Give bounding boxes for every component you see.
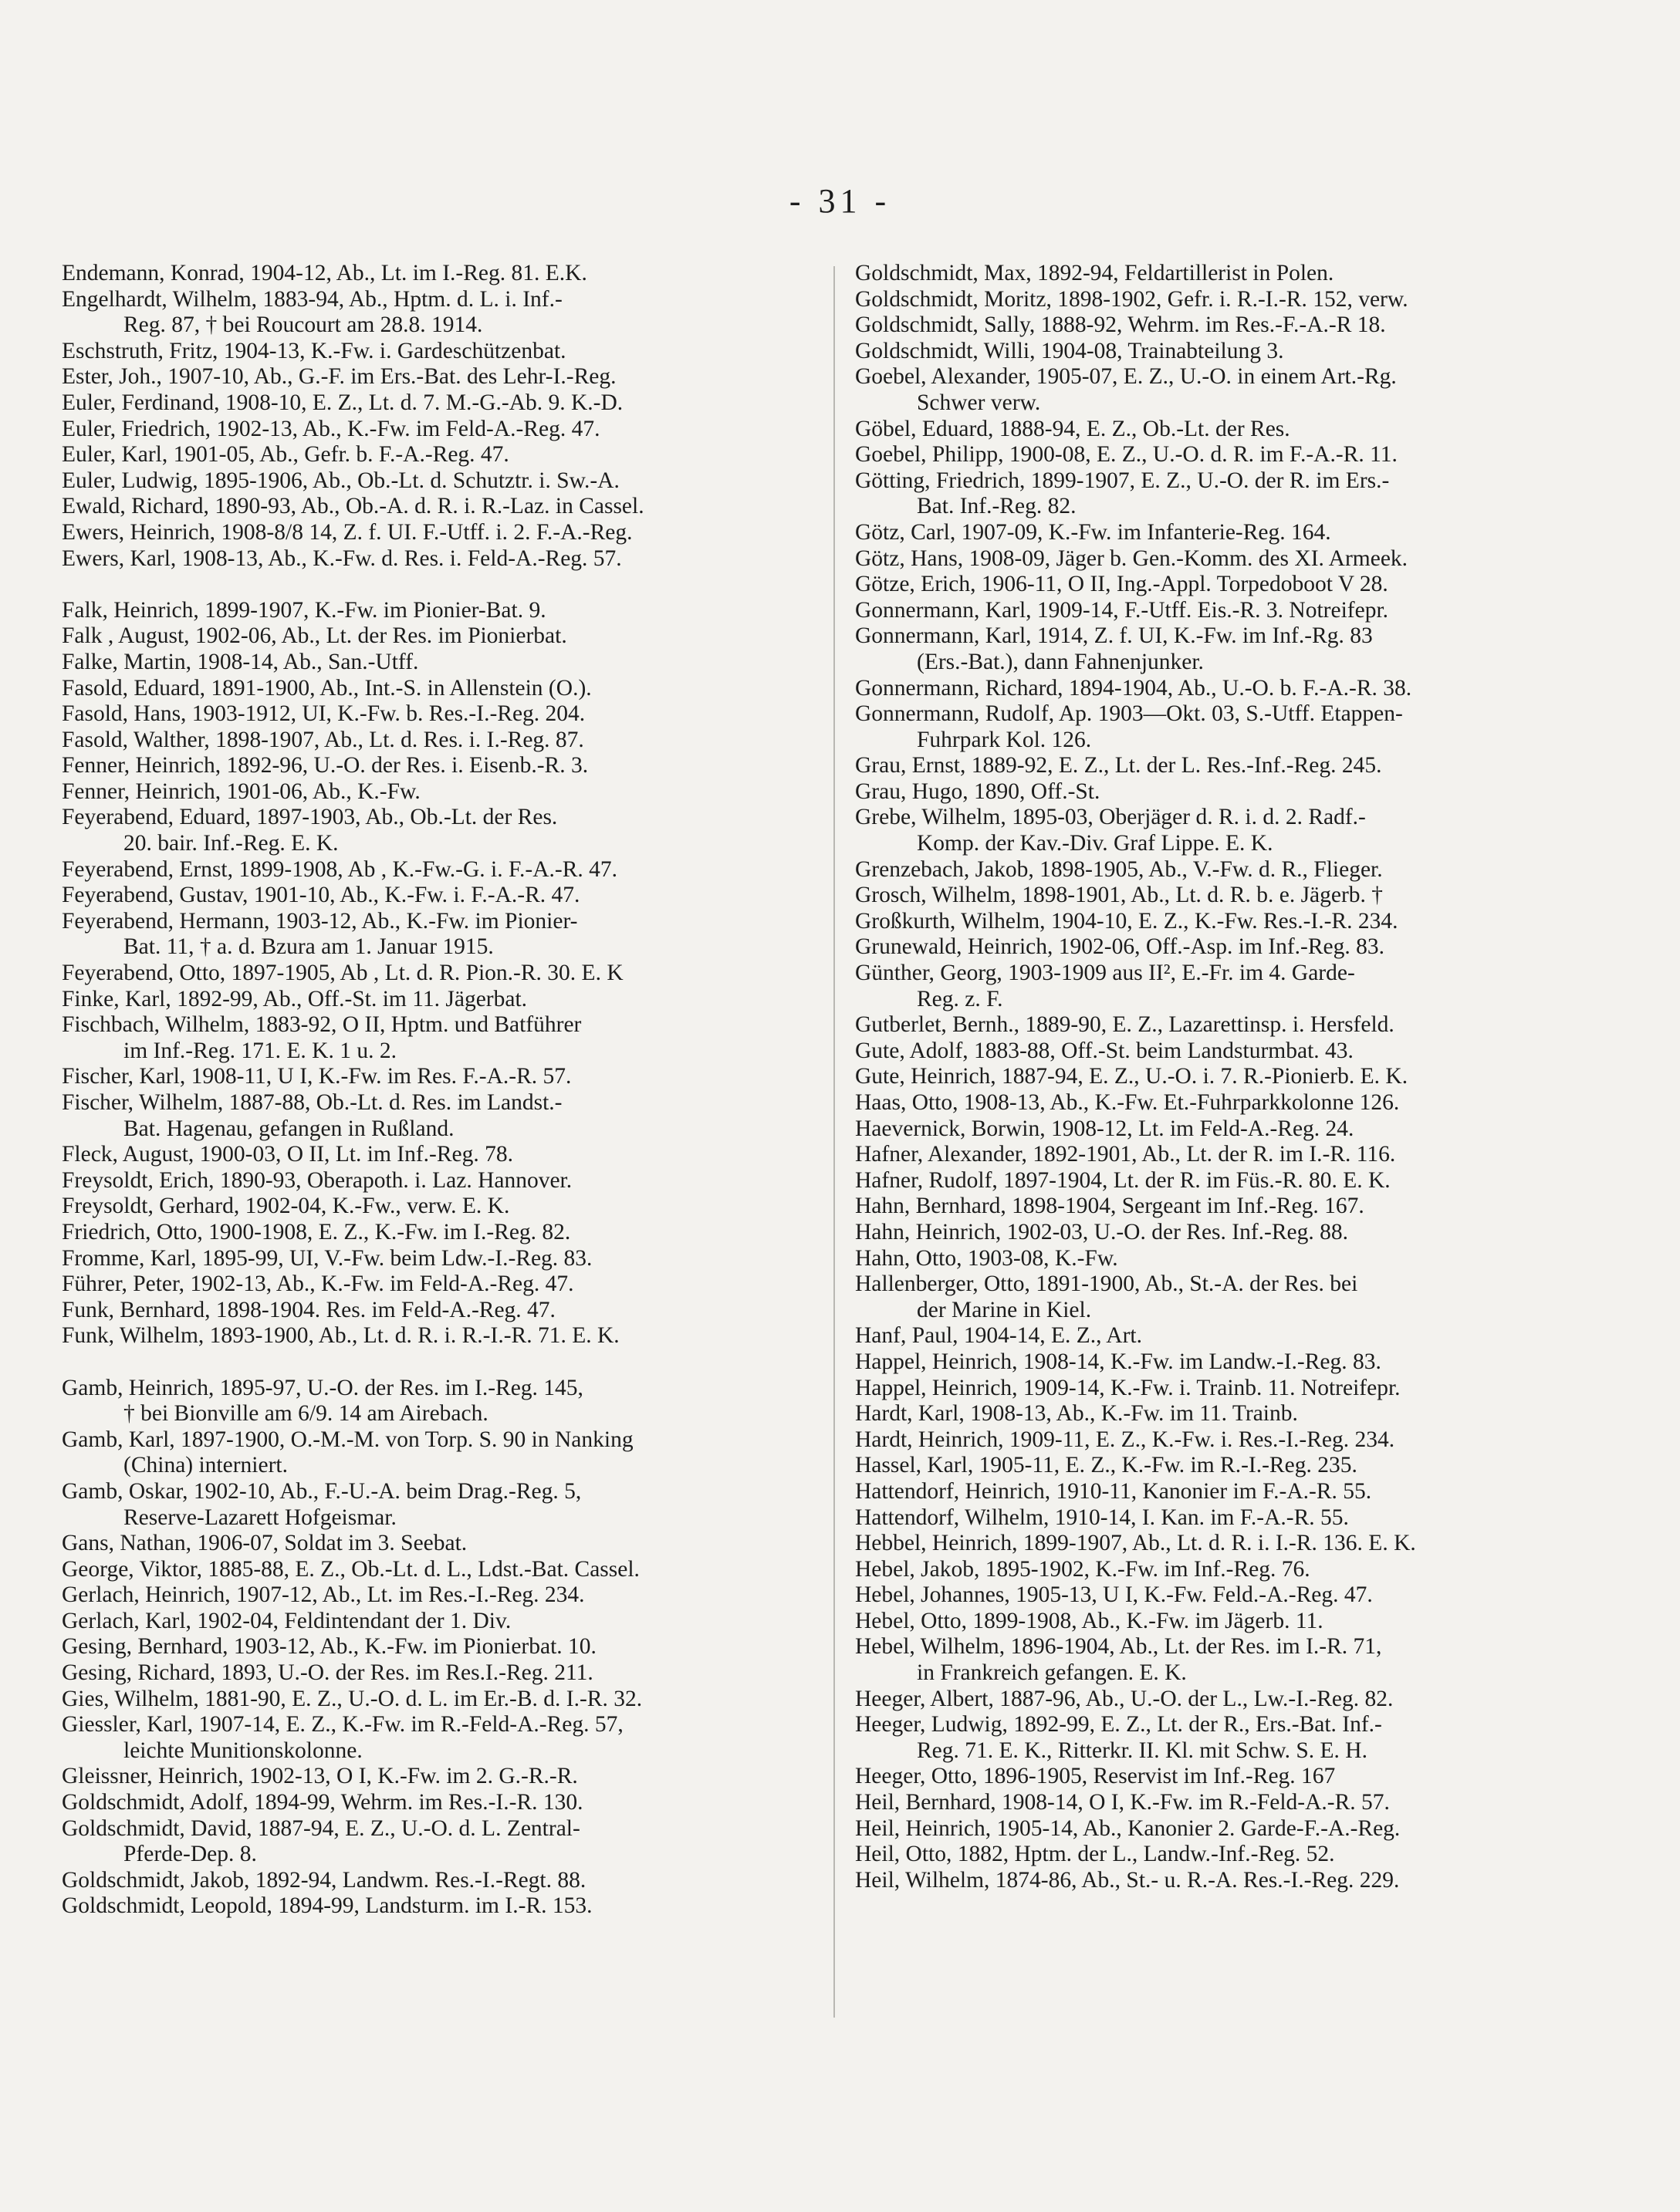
register-entry (855, 1142, 1604, 1168)
register-entry (855, 1531, 1604, 1557)
entry-line: Fischer, Wilhelm, 1887-88, Ob.-Lt. d. Res. im Landst.- (62, 1090, 563, 1115)
register-entry (855, 1090, 1604, 1116)
register-entry (62, 1764, 810, 1790)
register-entry (855, 1609, 1604, 1635)
entry-line: Ewers, Heinrich, 1908-8/8 14, Z. f. UI. F.-Utff. i. 2. F.-A.-Reg. (62, 519, 633, 545)
entry-line: Hebel, Otto, 1899-1908, Ab., K.-Fw. im Jägerb. 11. (855, 1608, 1323, 1633)
entry-line: Finke, Karl, 1892-99, Ab., Off.-St. im 11. Jägerbat. (62, 986, 528, 1011)
register-entry (62, 883, 810, 909)
entry-line: George, Viktor, 1885-88, E. Z., Ob.-Lt. d. L., Ldst.-Bat. Cassel. (62, 1556, 640, 1582)
register-entry (855, 805, 1604, 856)
register-entry (855, 312, 1604, 339)
entry-line: Fischer, Karl, 1908-11, U I, K.-Fw. im Res. F.-A.-R. 57. (62, 1064, 572, 1089)
entry-line: Freysoldt, Gerhard, 1902-04, K.-Fw., verw. E. K. (62, 1194, 510, 1219)
register-entry (62, 676, 810, 702)
right-column (855, 261, 1604, 1893)
register-entry (855, 442, 1604, 468)
register-entry (62, 442, 810, 468)
register-entry (855, 1038, 1604, 1065)
register-entry (855, 1246, 1604, 1272)
register-entry (62, 1687, 810, 1713)
entry-line: Hahn, Otto, 1903-08, K.-Fw. (855, 1245, 1118, 1271)
register-entry (62, 1168, 810, 1194)
entry-line: Hardt, Karl, 1908-13, Ab., K.-Fw. im 11. Trainb. (855, 1401, 1298, 1427)
entry-continuation: Reg. 87, † bei Roucourt am 28.8. 1914. (123, 312, 483, 338)
entry-line: Gutberlet, Bernh., 1889-90, E. Z., Lazarettinsp. i. Hersfeld. (855, 1012, 1394, 1038)
register-entry (855, 1271, 1604, 1323)
register-entry (855, 1505, 1604, 1532)
entry-line: Götze, Erich, 1906-11, O II, Ing.-Appl. Torpedoboot V 28. (855, 572, 1388, 597)
register-entry (855, 520, 1604, 546)
register-entry (855, 364, 1604, 416)
entry-line: Goldschmidt, Willi, 1904-08, Trainabteilung 3. (855, 338, 1284, 363)
entry-continuation: leichte Munitionskolonne. (123, 1738, 363, 1763)
register-entry (62, 1868, 810, 1894)
register-entry (855, 1168, 1604, 1194)
register-entry (62, 494, 810, 520)
entry-continuation: im Inf.-Reg. 171. E. K. 1 u. 2. (123, 1038, 397, 1063)
register-entry (855, 1868, 1604, 1894)
entry-line: Gonnermann, Karl, 1914, Z. f. UI, K.-Fw. im Inf.-Rg. 83 (855, 623, 1373, 649)
register-entry (855, 623, 1604, 675)
register-entry (62, 1246, 810, 1272)
entry-line: Grau, Hugo, 1890, Off.-St. (855, 778, 1100, 804)
entry-line: Hebel, Jakob, 1895-1902, K.-Fw. im Inf.-Reg. 76. (855, 1556, 1310, 1582)
register-entry (62, 1142, 810, 1168)
register-entry (62, 1376, 810, 1427)
entry-continuation: Schwer verw. (917, 390, 1041, 415)
entry-line: Heil, Otto, 1882, Hptm. der L., Landw.-Inf.-Reg. 52. (855, 1842, 1335, 1867)
entry-line: Gonnermann, Richard, 1894-1904, Ab., U.-O. b. F.-A.-R. 38. (855, 675, 1412, 701)
entry-line: Gesing, Bernhard, 1903-12, Ab., K.-Fw. im Pionierbat. 10. (62, 1634, 597, 1660)
entry-line: Gonnermann, Rudolf, Ap. 1903—Okt. 03, S.-Utff. Etappen- (855, 701, 1403, 727)
entry-line: Hanf, Paul, 1904-14, E. Z., Art. (855, 1323, 1142, 1349)
register-entry (62, 1323, 810, 1349)
entry-line: Hebel, Wilhelm, 1896-1904, Ab., Lt. der Res. im I.-R. 71, (855, 1634, 1382, 1660)
register-entry (855, 1116, 1604, 1143)
register-entry (62, 1660, 810, 1687)
register-entry (62, 1220, 810, 1246)
entry-line: Götting, Friedrich, 1899-1907, E. Z., U.-O. der R. im Ers.- (855, 468, 1390, 493)
register-entry (62, 623, 810, 650)
register-entry (62, 339, 810, 365)
entry-line: Feyerabend, Otto, 1897-1905, Ab , Lt. d. R. Pion.-R. 30. E. K (62, 961, 624, 986)
entry-line: Hafner, Rudolf, 1897-1904, Lt. der R. im Füs.-R. 80. E. K. (855, 1167, 1391, 1193)
entry-line: Heeger, Otto, 1896-1905, Reservist im Inf.-Reg. 167 (855, 1764, 1336, 1789)
entry-continuation: † bei Bionville am 6/9. 14 am Airebach. (123, 1401, 488, 1427)
entry-line: Goldschmidt, Max, 1892-94, Feldartillerist in Polen. (855, 261, 1334, 285)
entry-line: Gerlach, Heinrich, 1907-12, Ab., Lt. im Res.-I.-Reg. 234. (62, 1582, 585, 1608)
entry-line: Grunewald, Heinrich, 1902-06, Off.-Asp. im Inf.-Reg. 83. (855, 934, 1385, 960)
entry-line: Gonnermann, Karl, 1909-14, F.-Utff. Eis.-R. 3. Notreifepr. (855, 597, 1389, 623)
register-entry (62, 1531, 810, 1557)
register-entry (62, 961, 810, 987)
entry-line: Endemann, Konrad, 1904-12, Ab., Lt. im I.-Reg. 81. E.K. (62, 261, 587, 285)
entry-line: Feyerabend, Ernst, 1899-1908, Ab , K.-Fw.-G. i. F.-A.-R. 47. (62, 856, 618, 882)
entry-line: Goldschmidt, Jakob, 1892-94, Landwm. Res.-I.-Regt. 88. (62, 1867, 586, 1893)
entry-line: Grebe, Wilhelm, 1895-03, Oberjäger d. R. i. d. 2. Radf.- (855, 805, 1366, 830)
entry-line: Goldschmidt, Leopold, 1894-99, Landsturm. im I.-R. 153. (62, 1893, 593, 1919)
page-number: - 31 - (789, 182, 891, 220)
entry-line: Goldschmidt, Moritz, 1898-1902, Gefr. i. R.-I.-R. 152, verw. (855, 286, 1408, 312)
entry-continuation: Fuhrpark Kol. 126. (917, 727, 1092, 752)
entry-continuation: Bat. Hagenau, gefangen in Rußland. (123, 1116, 455, 1141)
entry-line: Euler, Ferdinand, 1908-10, E. Z., Lt. d. 7. M.-G.-Ab. 9. K.-D. (62, 390, 624, 415)
entry-line: Falk , August, 1902-06, Ab., Lt. der Res. im Pionierbat. (62, 623, 567, 649)
register-entry (855, 676, 1604, 702)
register-entry (62, 1271, 810, 1298)
register-entry (62, 701, 810, 728)
entry-continuation: Reserve-Lazarett Hofgeismar. (123, 1504, 397, 1530)
register-entry (855, 701, 1604, 753)
entry-line: Feyerabend, Hermann, 1903-12, Ab., K.-Fw. im Pionier- (62, 908, 578, 934)
register-entry (62, 1790, 810, 1816)
register-entry (62, 520, 810, 546)
register-entry (855, 934, 1604, 961)
register-entry (855, 1712, 1604, 1764)
entry-line: Heil, Wilhelm, 1874-86, Ab., St.- u. R.-A. Res.-I.-Reg. 229. (855, 1867, 1400, 1893)
entry-line: Fenner, Heinrich, 1901-06, Ab., K.-Fw. (62, 778, 421, 804)
entry-line: Gute, Heinrich, 1887-94, E. Z., U.-O. i. 7. R.-Pionierb. E. K. (855, 1064, 1408, 1089)
register-entry (62, 390, 810, 417)
register-entry (62, 468, 810, 495)
entry-line: Haas, Otto, 1908-13, Ab., K.-Fw. Et.-Fuhrparkkolonne 126. (855, 1090, 1400, 1115)
register-entry (855, 779, 1604, 805)
entry-line: Grau, Ernst, 1889-92, E. Z., Lt. der L. Res.-Inf.-Reg. 245. (855, 753, 1382, 778)
register-entry (855, 1194, 1604, 1220)
register-entry (855, 1764, 1604, 1790)
entry-line: Gute, Adolf, 1883-88, Off.-St. beim Landsturmbat. 43. (855, 1038, 1354, 1063)
entry-line: Ewald, Richard, 1890-93, Ab., Ob.-A. d. R. i. R.-Laz. in Cassel. (62, 494, 644, 519)
entry-line: Happel, Heinrich, 1908-14, K.-Fw. im Landw.-I.-Reg. 83. (855, 1349, 1381, 1374)
register-entry (855, 339, 1604, 365)
register-entry (62, 261, 810, 287)
entry-continuation: der Marine in Kiel. (917, 1297, 1092, 1322)
entry-line: Fleck, August, 1900-03, O II, Lt. im Inf.-Reg. 78. (62, 1142, 514, 1167)
entry-line: Happel, Heinrich, 1909-14, K.-Fw. i. Trainb. 11. Notreifepr. (855, 1375, 1401, 1400)
entry-line: Göbel, Eduard, 1888-94, E. Z., Ob.-Lt. der Res. (855, 416, 1290, 441)
register-entry (855, 1349, 1604, 1376)
entry-line: Hardt, Heinrich, 1909-11, E. Z., K.-Fw. i. Res.-I.-Reg. 234. (855, 1427, 1395, 1452)
register-entry (62, 909, 810, 961)
register-entry (855, 1376, 1604, 1402)
entry-line: Fasold, Hans, 1903-1912, UI, K.-Fw. b. Res.-I.-Reg. 204. (62, 701, 586, 727)
entry-line: Funk, Wilhelm, 1893-1900, Ab., Lt. d. R. i. R.-I.-R. 71. E. K. (62, 1323, 620, 1349)
entry-line: Grosch, Wilhelm, 1898-1901, Ab., Lt. d. R. b. e. Jägerb. † (855, 883, 1384, 908)
entry-line: Heil, Bernhard, 1908-14, O I, K.-Fw. im R.-Feld-A.-R. 57. (855, 1790, 1390, 1815)
left-column (62, 261, 810, 1920)
register-entry (855, 598, 1604, 624)
register-entry (855, 1323, 1604, 1349)
entry-line: Goldschmidt, David, 1887-94, E. Z., U.-O. d. L. Zentral- (62, 1815, 580, 1841)
entry-continuation: (Ers.-Bat.), dann Fahnenjunker. (917, 649, 1204, 674)
entry-line: Gamb, Heinrich, 1895-97, U.-O. der Res. im I.-Reg. 145, (62, 1375, 583, 1400)
entry-line: Goldschmidt, Sally, 1888-92, Wehrm. im Res.-F.-A.-R 18. (855, 312, 1386, 338)
register-entry (855, 1842, 1604, 1868)
register-entry (62, 364, 810, 390)
entry-continuation: Komp. der Kav.-Div. Graf Lippe. E. K. (917, 831, 1273, 856)
register-entry (62, 650, 810, 676)
register-entry (855, 857, 1604, 883)
register-entry (855, 1557, 1604, 1583)
entry-line: Hahn, Heinrich, 1902-03, U.-O. der Res. Inf.-Reg. 88. (855, 1219, 1349, 1244)
register-entry (855, 468, 1604, 520)
entry-line: Gleissner, Heinrich, 1902-13, O I, K.-Fw. im 2. G.-R.-R. (62, 1764, 578, 1789)
section-gap (62, 1349, 810, 1376)
register-entry (855, 1790, 1604, 1816)
entry-line: Haevernick, Borwin, 1908-12, Lt. im Feld-A.-Reg. 24. (855, 1116, 1354, 1141)
entry-line: Hallenberger, Otto, 1891-1900, Ab., St.-A. der Res. bei (855, 1271, 1358, 1297)
register-entry (62, 857, 810, 883)
register-entry (62, 1634, 810, 1660)
entry-line: Hebbel, Heinrich, 1899-1907, Ab., Lt. d. R. i. I.-R. 136. E. K. (855, 1531, 1416, 1556)
entry-line: Heeger, Ludwig, 1892-99, E. Z., Lt. der R., Ers.-Bat. Inf.- (855, 1712, 1382, 1738)
register-entry (62, 1816, 810, 1868)
register-entry (62, 1712, 810, 1764)
entry-line: Hassel, Karl, 1905-11, E. Z., K.-Fw. im R.-I.-Reg. 235. (855, 1453, 1357, 1478)
entry-line: Goldschmidt, Adolf, 1894-99, Wehrm. im Res.-I.-R. 130. (62, 1790, 583, 1815)
entry-continuation: Bat. Inf.-Reg. 82. (917, 494, 1077, 519)
register-entry (62, 1194, 810, 1220)
entry-line: Günther, Georg, 1903-1909 aus II², E.-Fr. im 4. Garde- (855, 961, 1355, 986)
register-entry (855, 1479, 1604, 1505)
register-entry (62, 287, 810, 339)
entry-line: Feyerabend, Gustav, 1901-10, Ab., K.-Fw. i. F.-A.-R. 47. (62, 883, 580, 908)
entry-continuation: Bat. 11, † a. d. Bzura am 1. Januar 1915. (123, 934, 494, 960)
section-gap (62, 572, 810, 598)
entry-line: Ester, Joh., 1907-10, Ab., G.-F. im Ers.-Bat. des Lehr-I.-Reg. (62, 364, 617, 390)
entry-line: Falk, Heinrich, 1899-1907, K.-Fw. im Pionier-Bat. 9. (62, 597, 546, 623)
entry-line: Gesing, Richard, 1893, U.-O. der Res. im Res.I.-Reg. 211. (62, 1660, 593, 1686)
entry-line: Gamb, Karl, 1897-1900, O.-M.-M. von Torp. S. 90 in Nanking (62, 1427, 634, 1452)
register-entry (855, 287, 1604, 313)
register-entry (62, 805, 810, 856)
entry-line: Fromme, Karl, 1895-99, UI, V.-Fw. beim Ldw.-I.-Reg. 83. (62, 1245, 593, 1271)
entry-line: Engelhardt, Wilhelm, 1883-94, Ab., Hptm. d. L. i. Inf.- (62, 286, 563, 312)
register-entry (855, 1582, 1604, 1609)
entry-line: Götz, Hans, 1908-09, Jäger b. Gen.-Komm. des XI. Armeek. (855, 545, 1408, 571)
entry-line: Freysoldt, Erich, 1890-93, Oberapoth. i. Laz. Hannover. (62, 1167, 573, 1193)
entry-line: Eschstruth, Fritz, 1904-13, K.-Fw. i. Gardeschützenbat. (62, 338, 566, 363)
entry-line: Funk, Bernhard, 1898-1904. Res. im Feld-A.-Reg. 47. (62, 1297, 556, 1322)
entry-line: Goebel, Philipp, 1900-08, E. Z., U.-O. d. R. im F.-A.-R. 11. (855, 442, 1398, 468)
register-entry (62, 753, 810, 779)
register-entry (62, 1582, 810, 1609)
register-entry (855, 1220, 1604, 1246)
register-entry (62, 987, 810, 1013)
register-entry (855, 909, 1604, 935)
register-entry (855, 1687, 1604, 1713)
register-entry (62, 1298, 810, 1324)
entry-line: Hattendorf, Heinrich, 1910-11, Kanonier im F.-A.-R. 55. (855, 1478, 1372, 1504)
register-entry (62, 1427, 810, 1479)
entry-line: Fasold, Walther, 1898-1907, Ab., Lt. d. Res. i. I.-Reg. 87. (62, 727, 584, 752)
register-entry (855, 1427, 1604, 1454)
entry-line: Großkurth, Wilhelm, 1904-10, E. Z., K.-Fw. Res.-I.-R. 234. (855, 908, 1398, 934)
register-entry (855, 1401, 1604, 1427)
register-entry (855, 417, 1604, 443)
register-entry (62, 1557, 810, 1583)
register-entry (62, 1479, 810, 1531)
entry-line: Euler, Friedrich, 1902-13, Ab., K.-Fw. im Feld-A.-Reg. 47. (62, 416, 600, 441)
register-entry (855, 1816, 1604, 1842)
register-entry (855, 572, 1604, 598)
entry-line: Hafner, Alexander, 1892-1901, Ab., Lt. der R. im I.-R. 116. (855, 1142, 1396, 1167)
register-entry (855, 1012, 1604, 1038)
entry-line: Fasold, Eduard, 1891-1900, Ab., Int.-S. in Allenstein (O.). (62, 675, 592, 701)
entry-line: Fischbach, Wilhelm, 1883-92, O II, Hptm. und Batführer (62, 1012, 582, 1038)
entry-continuation: Reg. z. F. (917, 986, 1003, 1011)
entry-line: Gamb, Oskar, 1902-10, Ab., F.-U.-A. beim Drag.-Reg. 5, (62, 1478, 582, 1504)
register-entry (855, 883, 1604, 909)
register-entry (855, 1634, 1604, 1686)
entry-line: Feyerabend, Eduard, 1897-1903, Ab., Ob.-Lt. der Res. (62, 805, 558, 830)
entry-continuation: Reg. 71. E. K., Ritterkr. II. Kl. mit Schw. S. E. H. (917, 1738, 1367, 1763)
entry-line: Fenner, Heinrich, 1892-96, U.-O. der Res. i. Eisenb.-R. 3. (62, 753, 589, 778)
entry-line: Euler, Ludwig, 1895-1906, Ab., Ob.-Lt. d. Schutztr. i. Sw.-A. (62, 468, 620, 493)
register-entry (62, 779, 810, 805)
register-entry (62, 728, 810, 754)
register-entry (62, 598, 810, 624)
entry-line: Hahn, Bernhard, 1898-1904, Sergeant im Inf.-Reg. 167. (855, 1194, 1364, 1219)
register-entry (62, 1090, 810, 1142)
entry-line: Falke, Martin, 1908-14, Ab., San.-Utff. (62, 649, 419, 674)
entry-line: Goebel, Alexander, 1905-07, E. Z., U.-O. in einem Art.-Rg. (855, 364, 1397, 390)
entry-line: Heil, Heinrich, 1905-14, Ab., Kanonier 2. Garde-F.-A.-Reg. (855, 1815, 1401, 1841)
entry-line: Hattendorf, Wilhelm, 1910-14, I. Kan. im F.-A.-R. 55. (855, 1504, 1349, 1530)
register-entry (62, 1893, 810, 1920)
entry-continuation: 20. bair. Inf.-Reg. E. K. (123, 831, 339, 856)
entry-continuation: (China) interniert. (123, 1453, 288, 1478)
entry-line: Führer, Peter, 1902-13, Ab., K.-Fw. im Feld-A.-Reg. 47. (62, 1271, 574, 1297)
entry-line: Gerlach, Karl, 1902-04, Feldintendant der 1. Div. (62, 1608, 512, 1633)
entry-line: Heeger, Albert, 1887-96, Ab., U.-O. der L., Lw.-I.-Reg. 82. (855, 1686, 1394, 1711)
register-entry (855, 1453, 1604, 1479)
entry-line: Götz, Carl, 1907-09, K.-Fw. im Infanterie-Reg. 164. (855, 519, 1331, 545)
register-entry (62, 417, 810, 443)
register-entry (855, 261, 1604, 287)
register-entry (855, 961, 1604, 1012)
entry-line: Gies, Wilhelm, 1881-90, E. Z., U.-O. d. L. im Er.-B. d. I.-R. 32. (62, 1686, 643, 1711)
register-entry (62, 1609, 810, 1635)
entry-line: Friedrich, Otto, 1900-1908, E. Z., K.-Fw. im I.-Reg. 82. (62, 1219, 571, 1244)
register-entry (62, 1064, 810, 1090)
entry-line: Grenzebach, Jakob, 1898-1905, Ab., V.-Fw. d. R., Flieger. (855, 856, 1383, 882)
register-entry (62, 1012, 810, 1064)
entry-line: Hebel, Johannes, 1905-13, U I, K.-Fw. Feld.-A.-Reg. 47. (855, 1582, 1373, 1608)
entry-line: Ewers, Karl, 1908-13, Ab., K.-Fw. d. Res. i. Feld-A.-Reg. 57. (62, 545, 622, 571)
register-entry (855, 753, 1604, 779)
entry-line: Euler, Karl, 1901-05, Ab., Gefr. b. F.-A.-Reg. 47. (62, 442, 509, 468)
entry-continuation: Pferde-Dep. 8. (123, 1842, 257, 1867)
column-divider (833, 266, 835, 2018)
entry-line: Gans, Nathan, 1906-07, Soldat im 3. Seebat. (62, 1531, 468, 1556)
register-entry (855, 1064, 1604, 1090)
register-entry (62, 546, 810, 572)
register-entry (855, 546, 1604, 572)
entry-continuation: in Frankreich gefangen. E. K. (917, 1660, 1187, 1686)
entry-line: Giessler, Karl, 1907-14, E. Z., K.-Fw. im R.-Feld-A.-Reg. 57, (62, 1712, 624, 1738)
